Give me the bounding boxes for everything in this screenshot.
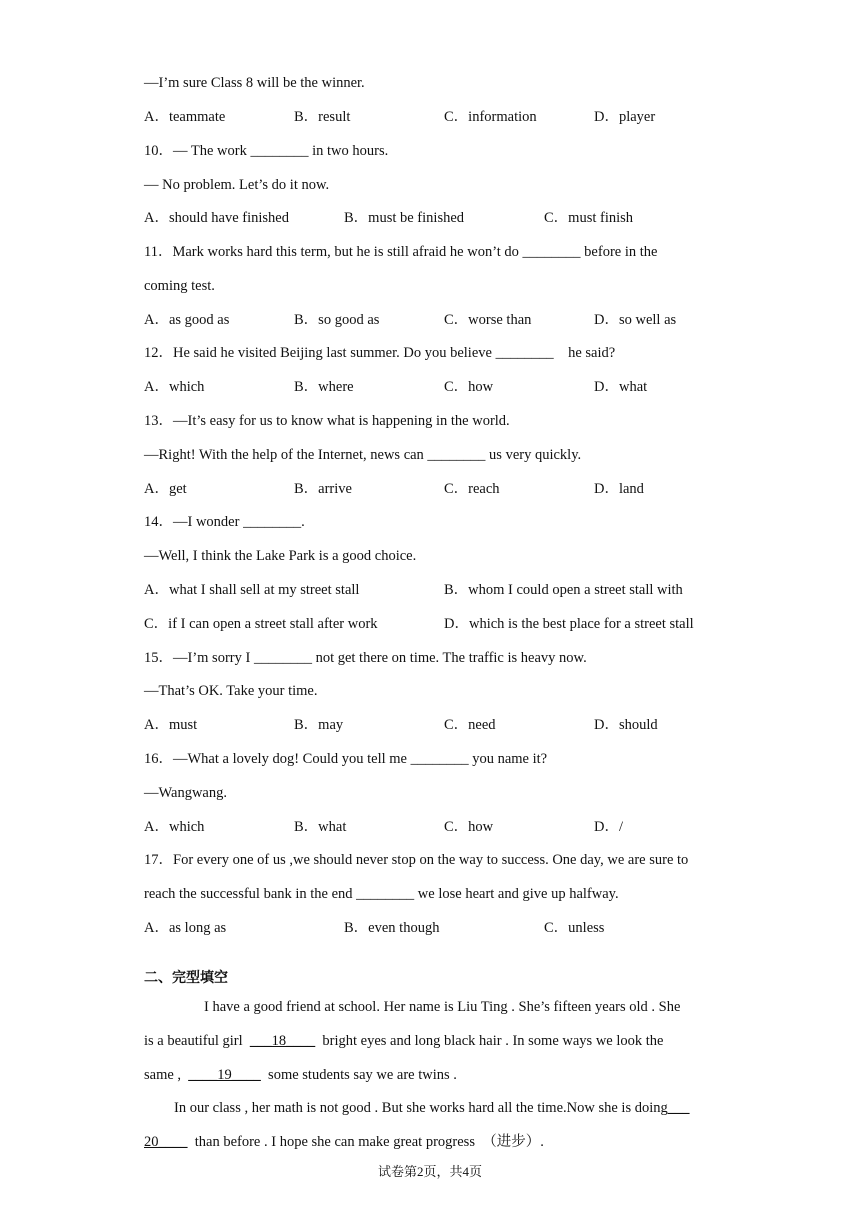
passage-text: than before . I hope she can make great progress （进步）. — [187, 1134, 544, 1150]
q11-option-d: D．so well as — [594, 312, 677, 328]
q16-reply: —Wangwang. — [144, 785, 227, 801]
passage-p1-line2 — [144, 1030, 740, 1052]
q15-option-b: B．may — [294, 717, 344, 733]
q12-option-c: C．how — [444, 379, 494, 395]
q17-stem-line2: reach the successful bank in the end ________ we lose heart and give up halfway. — [144, 886, 619, 902]
section-heading: 二、完型填空 — [144, 970, 228, 986]
q10-option-c: C．must finish — [544, 210, 634, 226]
q12-stem: 12．He said he visited Beijing last summer. Do you believe ________ he said? — [144, 345, 616, 361]
q17-option-c: C．unless — [544, 920, 605, 936]
blank-19: ____19____ — [188, 1067, 261, 1083]
q11-options — [144, 309, 740, 331]
q14-option-c: C．if I can open a street stall after work — [144, 616, 378, 632]
q13-option-c: C．reach — [444, 481, 500, 497]
q13-option-d: D．land — [594, 481, 644, 497]
passage-text: bright eyes and long black hair . In some ways we look the — [315, 1033, 664, 1049]
q14-options-row2 — [144, 613, 740, 635]
q11-option-b: B．so good as — [294, 312, 380, 328]
q9-dialog-line: —I’m sure Class 8 will be the winner. — [144, 75, 365, 91]
q11-option-a: A．as good as — [144, 312, 230, 328]
q9-option-d: D．player — [594, 109, 656, 125]
q10-option-a: A．should have finished — [144, 210, 289, 226]
q13-reply: —Right! With the help of the Internet, news can ________ us very quickly. — [144, 447, 582, 463]
q13-option-b: B．arrive — [294, 481, 352, 497]
q15-options — [144, 714, 740, 736]
q15-stem: 15．—I’m sorry I ________ not get there on time. The traffic is heavy now. — [144, 650, 587, 666]
passage-p2-line1 — [174, 1097, 750, 1119]
q16-option-b: B．what — [294, 819, 347, 835]
q13-stem: 13．—It’s easy for us to know what is happening in the world. — [144, 413, 510, 429]
q11-stem-line1: 11．Mark works hard this term, but he is still afraid he won’t do ________ before in the — [144, 244, 658, 260]
q11-option-c: C．worse than — [444, 312, 532, 328]
q16-option-c: C．how — [444, 819, 494, 835]
q14-option-b: B．whom I could open a street stall with — [444, 582, 683, 598]
q9-option-a: A．teammate — [144, 109, 226, 125]
q13-options — [144, 478, 740, 500]
passage-p1-line3 — [144, 1064, 740, 1086]
passage-text: In our class , her math is not good . But she works hard all the time.Now she is doing — [174, 1100, 668, 1116]
q11-stem-line2: coming test. — [144, 278, 215, 294]
q12-option-d: D．what — [594, 379, 648, 395]
q14-options-row1 — [144, 579, 740, 601]
q12-option-b: B．where — [294, 379, 354, 395]
q17-stem-line1: 17．For every one of us ,we should never stop on the way to success. One day, we are sure to — [144, 852, 689, 868]
q17-option-b: B．even though — [344, 920, 440, 936]
q16-stem: 16．—What a lovely dog! Could you tell me ________ you name it? — [144, 751, 548, 767]
q16-option-a: A．which — [144, 819, 205, 835]
passage-text: same , — [144, 1067, 189, 1083]
q16-option-d: D．/ — [594, 819, 623, 835]
q10-option-b: B．must be finished — [344, 210, 465, 226]
page-footer: 试卷第2页，共4页 — [377, 1164, 482, 1179]
q13-option-a: A．get — [144, 481, 187, 497]
blank-18: ___18____ — [249, 1033, 316, 1049]
q10-stem: 10．— The work ________ in two hours. — [144, 143, 389, 159]
q14-reply: —Well, I think the Lake Park is a good choice. — [144, 548, 417, 564]
q12-option-a: A．which — [144, 379, 205, 395]
blank-20-lead: ___ — [667, 1100, 690, 1116]
q17-options — [144, 917, 740, 939]
passage-p2-line2 — [144, 1131, 740, 1153]
q15-option-a: A．must — [144, 717, 198, 733]
q10-options — [144, 207, 740, 229]
q15-option-d: D．should — [594, 717, 658, 733]
q14-option-d: D．which is the best place for a street stall — [444, 616, 694, 632]
q14-option-a: A．what I shall sell at my street stall — [144, 582, 360, 598]
blank-20: 20____ — [144, 1134, 188, 1150]
q15-option-c: C．need — [444, 717, 496, 733]
q15-reply: —That’s OK. Take your time. — [144, 683, 318, 699]
q9-option-c: C．information — [444, 109, 537, 125]
passage-p1-line1: I have a good friend at school. Her name is Liu Ting . She’s fifteen years old . She — [204, 999, 681, 1015]
q16-options — [144, 816, 740, 838]
q12-options — [144, 376, 740, 398]
passage-text: some students say we are twins . — [260, 1067, 457, 1083]
q9-options — [144, 106, 740, 128]
q14-stem: 14．—I wonder ________. — [144, 514, 305, 530]
q17-option-a: A．as long as — [144, 920, 227, 936]
q10-reply: — No problem. Let’s do it now. — [144, 177, 330, 193]
q9-option-b: B．result — [294, 109, 351, 125]
passage-text: is a beautiful girl — [144, 1033, 250, 1049]
